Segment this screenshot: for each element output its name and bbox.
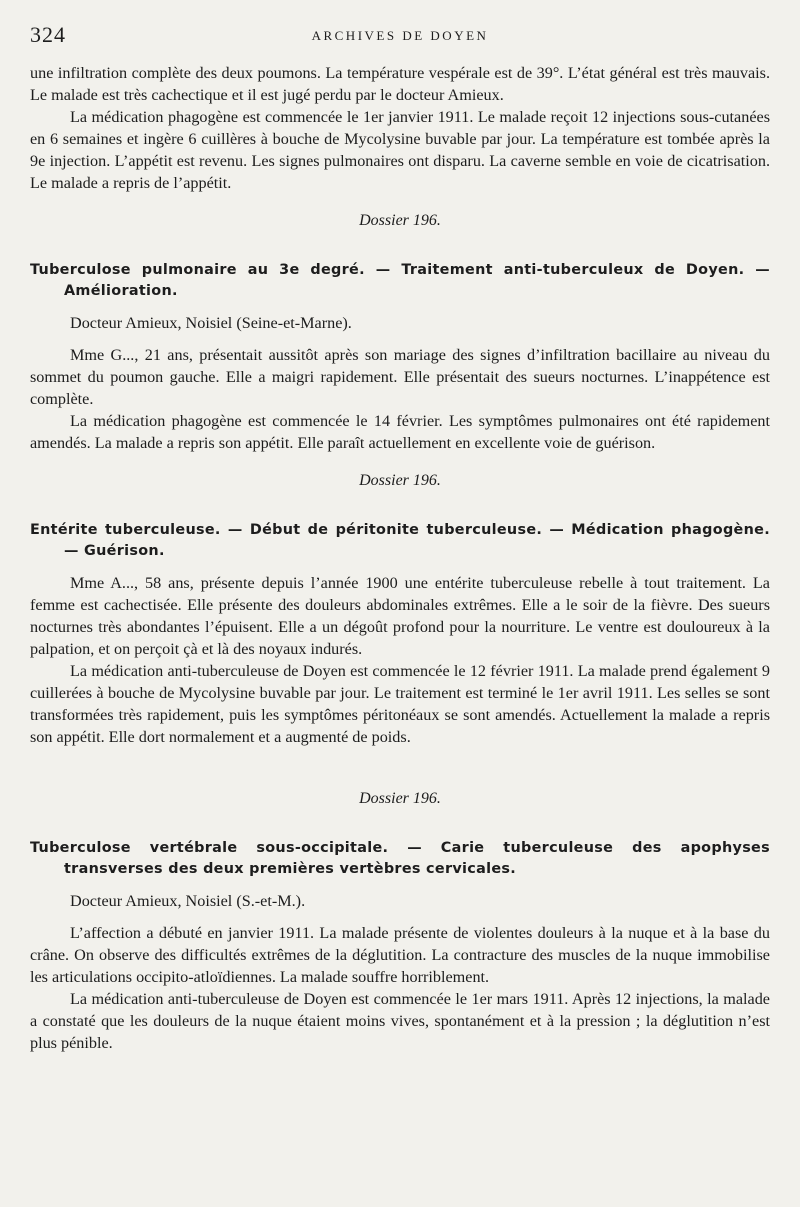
case-paragraph: La médication anti-tuberculeuse de Doyen est commencée le 1er mars 1911. Après 12 injections, la malade a constaté que les douleurs de la nuque étaient moins vives, spontanément et à la pression ; la déglutition n’est plus pénible. [30,990,770,1052]
case-paragraph: Mme G..., 21 ans, présentait aussitôt après son mariage des signes d’infiltration bacillaire au niveau du sommet du poumon gauche. Elle a maigri rapidement. Elle présentait des sueurs nocturnes. L’inappétence est complète. [30,346,770,408]
case-title: Tuberculose pulmonaire au 3e degré. — Traitement anti-tuberculeux de Doyen. — Amélioration. [30,262,770,299]
dossier-heading: Dossier 196. [359,790,441,807]
case-title: Tuberculose vertébrale sous-occipitale. — Carie tuberculeuse des apophyses transverses des deux premières vertèbres cervicales. [30,840,770,877]
running-title: ARCHIVES DE DOYEN [311,28,489,43]
intro-paragraph: La médication phagogène est commencée le 1er janvier 1911. Le malade reçoit 12 injections sous-cutanées en 6 semaines et ingère 6 cuillères à bouche de Mycolysine buvable par jour. La température est tombée après la 9e injection. L’appétit est revenu. Les signes pulmonaires ont disparu. La caverne semble en voie de cicatrisation. Le malade a repris de l’appétit. [30,108,770,192]
case-paragraph: La médication phagogène est commencée le 14 février. Les symptômes pulmonaires ont été rapidement amendés. La malade a repris son appétit. Elle paraît actuellement en excellente voie de guérison. [30,412,770,452]
dossier-heading: Dossier 196. [359,472,441,489]
page-number: 324 [30,22,66,47]
case-paragraph: L’affection a débuté en janvier 1911. La malade présente de violentes douleurs à la nuque et à la base du crâne. On observe des difficultés extrêmes de la déglutition. La contracture des muscles de la nuque immobilise les articulations occipito-atloïdiennes. La malade souffre horriblement. [30,924,770,986]
body-text [30,62,770,1054]
case-title: Entérite tuberculeuse. — Début de péritonite tuberculeuse. — Médication phagogène. — Guérison. [30,522,770,559]
case-paragraph: Mme A..., 58 ans, présente depuis l’année 1900 une entérite tuberculeuse rebelle à tout traitement. La femme est cachectisée. Elle présente des douleurs abdominales extrêmes. Elle a le soir de la fièvre. Des sueurs nocturnes très abondantes l’épuisent. Elle a un dégoût profond pour la nourriture. Le ventre est douloureux à la palpation, et on perçoit çà et là des noyaux indurés. [30,574,770,658]
doctor-attribution: Docteur Amieux, Noisiel (S.-et-M.). [70,892,306,910]
case-paragraph: La médication anti-tuberculeuse de Doyen est commencée le 12 février 1911. La malade prend également 9 cuillerées à bouche de Mycolysine buvable par jour. Le traitement est terminé le 1er avril 1911. Les selles se sont transformées très rapidement, puis les symptômes péritonéaux se sont amendés. Actuellement la malade a repris son appétit. Elle dort normalement et a augmenté de poids. [30,662,770,746]
intro-paragraph: une infiltration complète des deux poumons. La température vespérale est de 39°. L’état général est très mauvais. Le malade est très cachectique et il est jugé perdu par le docteur Amieux. [30,64,770,104]
doctor-attribution: Docteur Amieux, Noisiel (Seine-et-Marne). [70,314,352,332]
dossier-heading: Dossier 196. [359,212,441,229]
running-head [30,22,770,48]
